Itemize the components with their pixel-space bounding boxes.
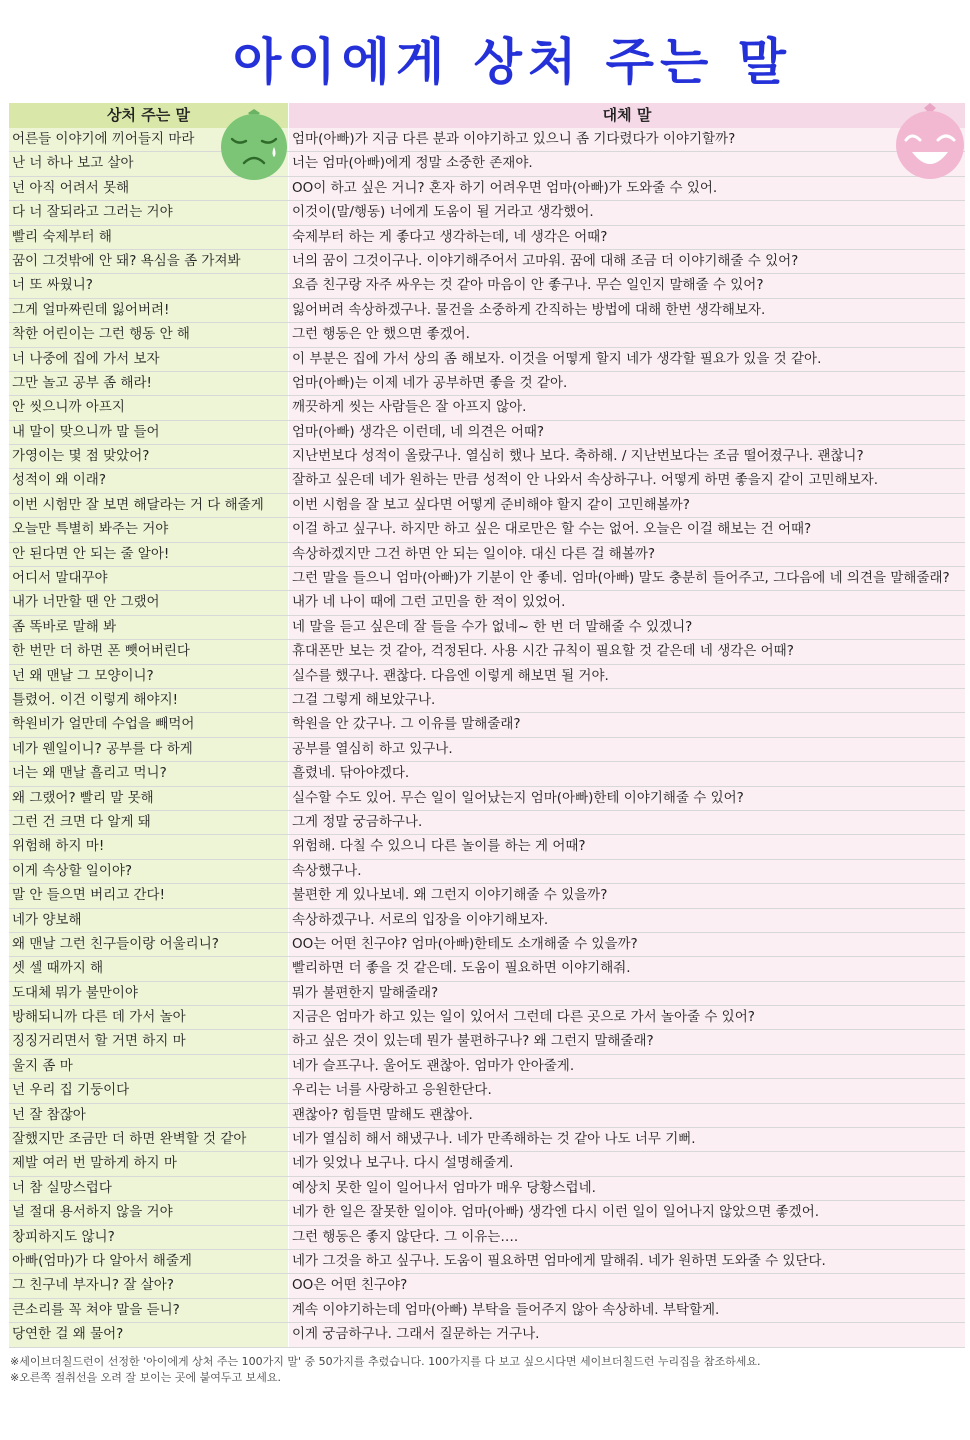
hurtful-phrase: 아빠(엄마)가 다 알아서 해줄게 — [9, 1250, 288, 1273]
alternative-phrase: OO은 어떤 친구야? — [289, 1274, 965, 1297]
table-row — [9, 567, 965, 591]
alternative-phrase: 우리는 너를 사랑하고 응원한단다. — [289, 1079, 965, 1102]
hurtful-phrase: 널 절대 용서하지 않을 거야 — [9, 1201, 288, 1224]
alternative-phrase: 속상하겠지만 그건 하면 안 되는 일이야. 대신 다른 걸 해볼까? — [289, 543, 965, 566]
hurtful-phrase: 넌 우리 집 기둥이다 — [9, 1079, 288, 1102]
hurtful-phrase: 왜 맨날 그런 친구들이랑 어울리니? — [9, 933, 288, 956]
alternative-phrase: 네가 슬프구나. 울어도 괜찮아. 엄마가 안아줄게. — [289, 1055, 965, 1078]
phrase-table — [9, 103, 965, 1348]
alternative-phrase: 그런 행동은 좋지 않단다. 그 이유는…. — [289, 1226, 965, 1249]
table-row — [9, 1201, 965, 1225]
footnote-source: ※세이브더칠드런이 선정한 '아이에게 상처 주는 100가지 말' 중 50가지를 추렸습니다. 100가지를 다 보고 싶으시다면 세이브더칠드런 누리집을 참조하세요. — [10, 1355, 761, 1368]
table-row — [9, 226, 965, 250]
hurtful-phrase: 꿈이 그것밖에 안 돼? 욕심을 좀 가져봐 — [9, 250, 288, 273]
hurtful-phrase: 이게 속상할 일이야? — [9, 860, 288, 883]
page-title: 아이에게 상처 주는 말 — [233, 33, 792, 91]
table-row — [9, 640, 965, 664]
hurtful-phrase: 너 나중에 집에 가서 보자 — [9, 348, 288, 371]
hurtful-phrase: 말 안 들으면 버리고 간다! — [9, 884, 288, 907]
laughing-face-icon — [892, 102, 966, 180]
alternative-phrase: 이게 궁금하구나. 그래서 질문하는 거구나. — [289, 1323, 965, 1346]
alternative-phrase: 속상했구나. — [289, 860, 965, 883]
alternative-phrase: 잃어버려 속상하겠구나. 물건을 소중하게 간직하는 방법에 대해 한번 생각해보자. — [289, 299, 965, 322]
hurtful-phrase: 그런 건 크면 다 알게 돼 — [9, 811, 288, 834]
sad-crying-face-icon — [218, 107, 290, 181]
alternative-phrase: 요즘 친구랑 자주 싸우는 것 같아 마음이 안 좋구나. 무슨 일인지 말해줄 수 있어? — [289, 274, 965, 297]
header-alternative-words: 대체 말 — [289, 103, 965, 128]
header-hurtful-words: 상처 주는 말 — [9, 103, 288, 128]
alternative-phrase: 그걸 그렇게 해보았구나. — [289, 689, 965, 712]
hurtful-phrase: 학원비가 얼만데 수업을 빼먹어 — [9, 713, 288, 736]
alternative-phrase: OO는 어떤 친구야? 엄마(아빠)한테도 소개해줄 수 있을까? — [289, 933, 965, 956]
hurtful-phrase: 어디서 말대꾸야 — [9, 567, 288, 590]
table-row — [9, 1299, 965, 1323]
table-row — [9, 1128, 965, 1152]
alternative-phrase: 흘렸네. 닦아야겠다. — [289, 762, 965, 785]
hurtful-phrase: 잘했지만 조금만 더 하면 완벽할 것 같아 — [9, 1128, 288, 1151]
hurtful-phrase: 안 씻으니까 아프지 — [9, 396, 288, 419]
alternative-phrase: 엄마(아빠) 생각은 이런데, 네 의견은 어때? — [289, 421, 965, 444]
hurtful-phrase: 큰소리를 꼭 쳐야 말을 듣니? — [9, 1299, 288, 1322]
hurtful-phrase: 그 친구네 부자니? 잘 살아? — [9, 1274, 288, 1297]
table-row — [9, 982, 965, 1006]
table-row — [9, 177, 965, 201]
alternative-phrase: 위험해. 다칠 수 있으니 다른 놀이를 하는 게 어때? — [289, 835, 965, 858]
alternative-phrase: 실수할 수도 있어. 무슨 일이 일어났는지 엄마(아빠)한테 이야기해줄 수 있어? — [289, 787, 965, 810]
hurtful-phrase: 셋 셀 때까지 해 — [9, 957, 288, 980]
footnotes — [10, 1354, 960, 1386]
alternative-phrase: 깨끗하게 씻는 사람들은 잘 아프지 않아. — [289, 396, 965, 419]
table-row — [9, 957, 965, 981]
table-body — [9, 128, 965, 1348]
table-row — [9, 1323, 965, 1347]
alternative-phrase: OO이 하고 싶은 거니? 혼자 하기 어려우면 엄마(아빠)가 도와줄 수 있어. — [289, 177, 965, 200]
table-row — [9, 616, 965, 640]
hurtful-phrase: 너 또 싸웠니? — [9, 274, 288, 297]
table-row — [9, 274, 965, 298]
alternative-phrase: 뭐가 불편한지 말해줄래? — [289, 982, 965, 1005]
alternative-phrase: 계속 이야기하는데 엄마(아빠) 부탁을 들어주지 않아 속상하네. 부탁할게. — [289, 1299, 965, 1322]
alternative-phrase: 불편한 게 있나보네. 왜 그런지 이야기해줄 수 있을까? — [289, 884, 965, 907]
hurtful-phrase: 도대체 뭐가 불만이야 — [9, 982, 288, 1005]
alternative-phrase: 너의 꿈이 그것이구나. 이야기해주어서 고마워. 꿈에 대해 조금 더 이야기해줄 수 있어? — [289, 250, 965, 273]
alternative-phrase: 이것이(말/행동) 너에게 도움이 될 거라고 생각했어. — [289, 201, 965, 224]
table-row — [9, 494, 965, 518]
hurtful-phrase: 징징거리면서 할 거면 하지 마 — [9, 1030, 288, 1053]
table-header — [9, 103, 965, 128]
alternative-phrase: 잘하고 싶은데 네가 원하는 만큼 성적이 안 나와서 속상하구나. 어떻게 하면 좋을지 같이 고민해보자. — [289, 469, 965, 492]
alternative-phrase: 공부를 열심히 하고 있구나. — [289, 738, 965, 761]
table-row — [9, 884, 965, 908]
table-row — [9, 152, 965, 176]
hurtful-phrase: 좀 똑바로 말해 봐 — [9, 616, 288, 639]
table-row — [9, 323, 965, 347]
footnote-usage: ※오른쪽 절취선을 오려 잘 보이는 곳에 붙여두고 보세요. — [10, 1371, 281, 1384]
alternative-phrase: 실수를 했구나. 괜찮다. 다음엔 이렇게 해보면 될 거야. — [289, 665, 965, 688]
hurtful-phrase: 성적이 왜 이래? — [9, 469, 288, 492]
alternative-phrase: 네 말을 듣고 싶은데 잘 들을 수가 없네~ 한 번 더 말해줄 수 있겠니? — [289, 616, 965, 639]
table-row — [9, 762, 965, 786]
hurtful-phrase: 방해되니까 다른 데 가서 놀아 — [9, 1006, 288, 1029]
alternative-phrase: 이 부분은 집에 가서 상의 좀 해보자. 이것을 어떻게 할지 네가 생각할 필요가 있을 것 같아. — [289, 348, 965, 371]
hurtful-phrase: 왜 그랬어? 빨리 말 못해 — [9, 787, 288, 810]
table-row — [9, 299, 965, 323]
alternative-phrase: 괜찮아? 힘들면 말해도 괜찮아. — [289, 1104, 965, 1127]
table-row — [9, 1055, 965, 1079]
alternative-phrase: 이걸 하고 싶구나. 하지만 하고 싶은 대로만은 할 수는 없어. 오늘은 이걸 해보는 건 어때? — [289, 518, 965, 541]
hurtful-phrase: 그만 놀고 공부 좀 해라! — [9, 372, 288, 395]
alternative-phrase: 숙제부터 하는 게 좋다고 생각하는데, 네 생각은 어때? — [289, 226, 965, 249]
hurtful-phrase: 틀렸어. 이건 이렇게 해야지! — [9, 689, 288, 712]
table-row — [9, 1152, 965, 1176]
table-row — [9, 201, 965, 225]
table-row — [9, 421, 965, 445]
alternative-phrase: 속상하겠구나. 서로의 입장을 이야기해보자. — [289, 909, 965, 932]
hurtful-phrase: 어른들 이야기에 끼어들지 마라 — [9, 128, 288, 151]
alternative-phrase: 지금은 엄마가 하고 있는 일이 있어서 그런데 다른 곳으로 가서 놀아줄 수 있어? — [289, 1006, 965, 1029]
table-row — [9, 738, 965, 762]
alternative-phrase: 네가 한 일은 잘못한 일이야. 엄마(아빠) 생각엔 다시 이런 일이 일어나지 않았으면 좋겠어. — [289, 1201, 965, 1224]
table-row — [9, 1006, 965, 1030]
table-row — [9, 787, 965, 811]
table-row — [9, 591, 965, 615]
hurtful-phrase: 제발 여러 번 말하게 하지 마 — [9, 1152, 288, 1175]
hurtful-phrase: 안 된다면 안 되는 줄 알아! — [9, 543, 288, 566]
alternative-phrase: 예상치 못한 일이 일어나서 엄마가 매우 당황스럽네. — [289, 1177, 965, 1200]
alternative-phrase: 엄마(아빠)가 지금 다른 분과 이야기하고 있으니 좀 기다렸다가 이야기할까? — [289, 128, 965, 151]
table-row — [9, 713, 965, 737]
hurtful-phrase: 내가 너만할 땐 안 그랬어 — [9, 591, 288, 614]
hurtful-phrase: 내 말이 맞으니까 말 들어 — [9, 421, 288, 444]
table-row — [9, 1104, 965, 1128]
hurtful-phrase: 위험해 하지 마! — [9, 835, 288, 858]
hurtful-phrase: 울지 좀 마 — [9, 1055, 288, 1078]
hurtful-phrase: 오늘만 특별히 봐주는 거야 — [9, 518, 288, 541]
table-row — [9, 372, 965, 396]
table-row — [9, 469, 965, 493]
table-row — [9, 665, 965, 689]
hurtful-phrase: 빨리 숙제부터 해 — [9, 226, 288, 249]
table-row — [9, 1226, 965, 1250]
table-row — [9, 835, 965, 859]
hurtful-phrase: 너 참 실망스럽다 — [9, 1177, 288, 1200]
alternative-phrase: 엄마(아빠)는 이제 네가 공부하면 좋을 것 같아. — [289, 372, 965, 395]
hurtful-phrase: 그게 얼마짜린데 잃어버려! — [9, 299, 288, 322]
alternative-phrase: 하고 싶은 것이 있는데 뭔가 불편하구나? 왜 그런지 말해줄래? — [289, 1030, 965, 1053]
alternative-phrase: 내가 네 나이 때에 그런 고민을 한 적이 있었어. — [289, 591, 965, 614]
hurtful-phrase: 가영이는 몇 점 맞았어? — [9, 445, 288, 468]
hurtful-phrase: 넌 잘 참잖아 — [9, 1104, 288, 1127]
alternative-phrase: 휴대폰만 보는 것 같아, 걱정된다. 사용 시간 규칙이 필요할 것 같은데 네 생각은 어때? — [289, 640, 965, 663]
table-row — [9, 250, 965, 274]
hurtful-phrase: 착한 어린이는 그런 행동 안 해 — [9, 323, 288, 346]
table-row — [9, 445, 965, 469]
table-row — [9, 811, 965, 835]
alternative-phrase: 지난번보다 성적이 올랐구나. 열심히 했나 보다. 축하해. / 지난번보다는 조금 떨어졌구나. 괜찮니? — [289, 445, 965, 468]
alternative-phrase: 그게 정말 궁금하구나. — [289, 811, 965, 834]
hurtful-phrase: 너는 왜 맨날 흘리고 먹니? — [9, 762, 288, 785]
hurtful-phrase: 이번 시험만 잘 보면 해달라는 거 다 해줄게 — [9, 494, 288, 517]
alternative-phrase: 빨리하면 더 좋을 것 같은데. 도움이 필요하면 이야기해줘. — [289, 957, 965, 980]
table-row — [9, 348, 965, 372]
hurtful-phrase: 넌 아직 어려서 못해 — [9, 177, 288, 200]
table-row — [9, 933, 965, 957]
hurtful-phrase: 한 번만 더 하면 폰 뺏어버린다 — [9, 640, 288, 663]
table-row — [9, 909, 965, 933]
table-row — [9, 518, 965, 542]
alternative-phrase: 그런 행동은 안 했으면 좋겠어. — [289, 323, 965, 346]
alternative-phrase: 네가 잊었나 보구나. 다시 설명해줄게. — [289, 1152, 965, 1175]
table-row — [9, 1079, 965, 1103]
hurtful-phrase: 당연한 걸 왜 물어? — [9, 1323, 288, 1346]
alternative-phrase: 네가 그것을 하고 싶구나. 도움이 필요하면 엄마에게 말해줘. 네가 원하면 도와줄 수 있단다. — [289, 1250, 965, 1273]
hurtful-phrase: 다 너 잘되라고 그러는 거야 — [9, 201, 288, 224]
table-row — [9, 1250, 965, 1274]
alternative-phrase: 이번 시험을 잘 보고 싶다면 어떻게 준비해야 할지 같이 고민해볼까? — [289, 494, 965, 517]
hurtful-phrase: 창피하지도 않니? — [9, 1226, 288, 1249]
alternative-phrase: 네가 열심히 해서 해냈구나. 네가 만족해하는 것 같아 나도 너무 기뻐. — [289, 1128, 965, 1151]
hurtful-phrase: 네가 웬일이니? 공부를 다 하게 — [9, 738, 288, 761]
table-row — [9, 128, 965, 152]
table-row — [9, 396, 965, 420]
alternative-phrase: 학원을 안 갔구나. 그 이유를 말해줄래? — [289, 713, 965, 736]
hurtful-phrase: 넌 왜 맨날 그 모양이니? — [9, 665, 288, 688]
table-row — [9, 1030, 965, 1054]
hurtful-phrase: 난 너 하나 보고 살아 — [9, 152, 288, 175]
hurtful-phrase: 네가 양보해 — [9, 909, 288, 932]
table-row — [9, 689, 965, 713]
table-row — [9, 1177, 965, 1201]
table-row — [9, 543, 965, 567]
table-row — [9, 1274, 965, 1298]
alternative-phrase: 그런 말을 들으니 엄마(아빠)가 기분이 안 좋네. 엄마(아빠) 말도 충분히 들어주고, 그다음에 네 의견을 말해줄래? — [289, 567, 965, 590]
table-row — [9, 860, 965, 884]
alternative-phrase: 너는 엄마(아빠)에게 정말 소중한 존재야. — [289, 152, 965, 175]
